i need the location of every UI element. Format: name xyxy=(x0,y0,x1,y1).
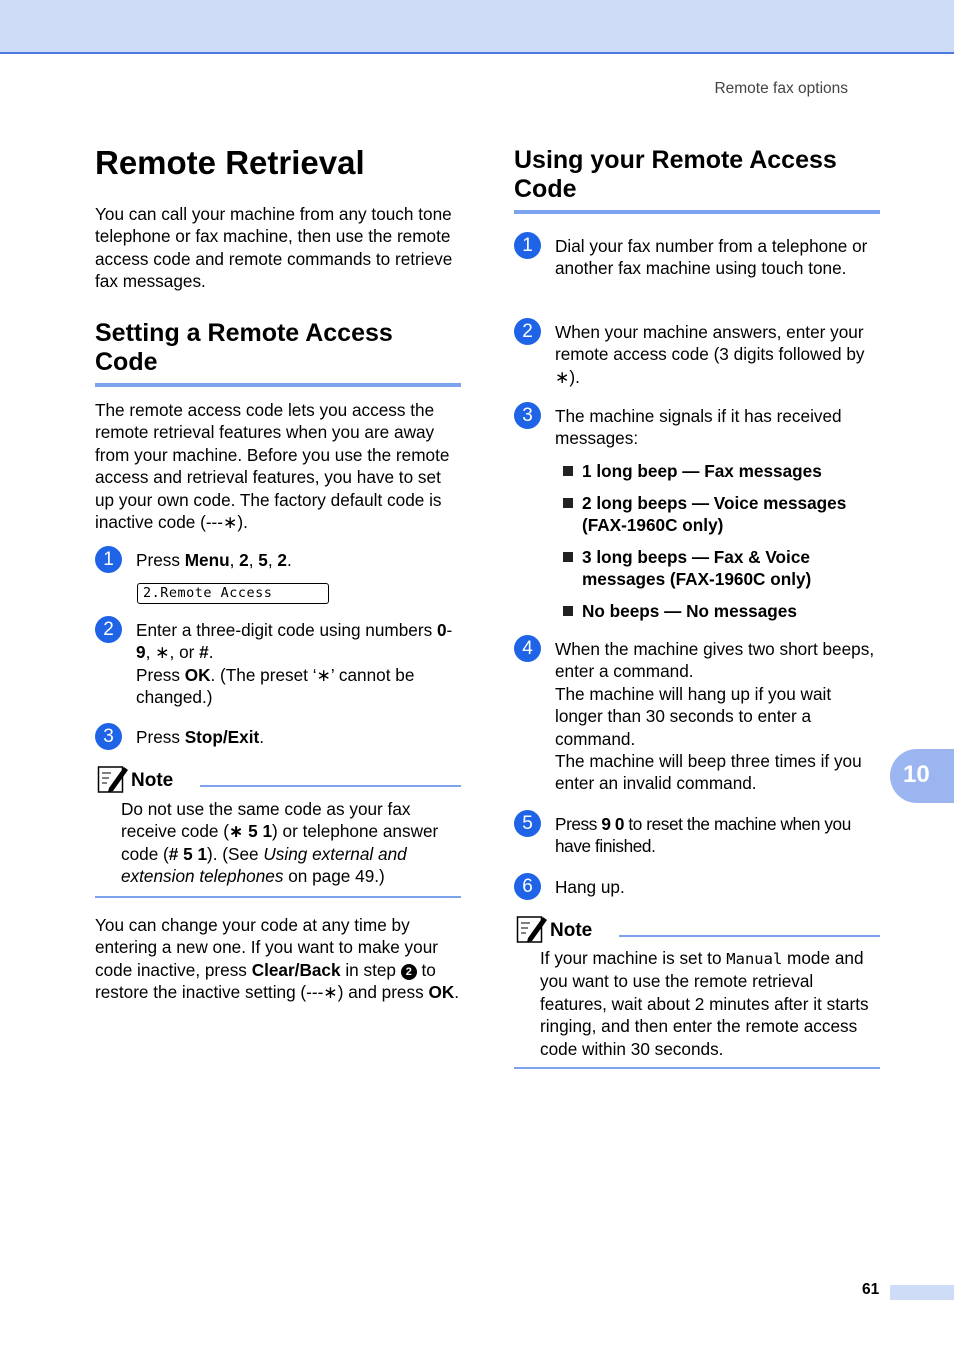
step-text: Hang up. xyxy=(555,877,625,897)
section-title-setting: Setting a Remote Access Code xyxy=(95,319,461,387)
step-text: Enter a three-digit code using numbers 0-9, ∗, or #. Press OK. (The preset ‘∗’ cannot be changed.) xyxy=(136,620,453,708)
step-number: 2 xyxy=(95,616,122,643)
note-pencil-icon xyxy=(97,764,129,794)
list-item: No beeps — No messages xyxy=(563,600,883,622)
section-title-using: Using your Remote Access Code xyxy=(514,146,880,214)
note-body-left: Do not use the same code as your fax receive code (∗ 5 1) or telephone answer code (# 5 1). (See Using external and extension telephones on page 49.) xyxy=(121,799,439,887)
note-pencil-icon xyxy=(516,914,548,944)
step-text: Press Stop/Exit. xyxy=(136,727,264,747)
intro-paragraph: You can call your machine from any touch tone telephone or fax machine, then use the remote access code and remote commands to retrieve fax messages. xyxy=(95,204,453,292)
note-body-right: If your machine is set to Manual mode and you want to use the remote retrieval features, wait about 2 minutes after it starts ringing, and then enter the remote access code within 30 seconds. xyxy=(540,948,869,1059)
outro-paragraph: You can change your code at any time by entering a new one. If you want to make your code inactive, press Clear/Back in step 2 to restore the inactive setting (---∗) and press OK. xyxy=(95,915,460,1003)
step-text: Press 9 0 to reset the machine when you have finished. xyxy=(555,814,851,857)
step-number: 1 xyxy=(95,546,122,573)
page-number-bar xyxy=(890,1285,954,1300)
header-band xyxy=(0,0,954,54)
note-rule xyxy=(200,785,461,787)
list-item: 3 long beeps — Fax & Voice messages (FAX-1960C only) xyxy=(563,546,883,591)
note-end-rule xyxy=(514,1067,880,1069)
step-number: 4 xyxy=(514,635,541,662)
note-rule xyxy=(619,935,880,937)
note-header-right xyxy=(514,914,880,948)
chapter-tab: 10 xyxy=(890,749,954,803)
step-number: 5 xyxy=(514,810,541,837)
step-text: The machine signals if it has received messages: xyxy=(555,406,842,449)
running-head: Remote fax options xyxy=(714,80,848,97)
step-number: 3 xyxy=(95,723,122,750)
list-item: 2 long beeps — Voice messages (FAX-1960C only) xyxy=(563,492,883,537)
list-item: 1 long beep — Fax messages xyxy=(563,460,883,482)
section-intro-paragraph: The remote access code lets you access the remote retrieval features when you are away from your machine. Before you use the remote access and retrieval features, you have to set up your own code. The factory default code is inactive code (---∗). xyxy=(95,400,450,533)
note-header-left xyxy=(95,764,461,798)
step-number: 2 xyxy=(514,318,541,345)
page-number: 61 xyxy=(862,1281,880,1298)
note-label: Note xyxy=(131,770,174,791)
step-text: When the machine gives two short beeps, enter a command. The machine will hang up if you wait longer than 30 seconds to enter a command. The machine will beep three times if you enter an invalid command. xyxy=(555,639,875,794)
step-text: Dial your fax number from a telephone or another fax machine using touch tone. xyxy=(555,236,868,279)
note-label: Note xyxy=(550,920,593,941)
step-text: Press Menu, 2, 5, 2. xyxy=(136,550,292,570)
lcd-display: 2.Remote Access xyxy=(137,583,329,604)
step-number: 6 xyxy=(514,873,541,900)
step-number: 3 xyxy=(514,402,541,429)
beep-signal-list xyxy=(563,460,883,632)
step-text: When your machine answers, enter your remote access code (3 digits followed by ∗). xyxy=(555,322,865,387)
page-title: Remote Retrieval xyxy=(95,144,365,181)
step-ref-badge: 2 xyxy=(401,964,417,980)
note-end-rule xyxy=(95,896,461,898)
step-number: 1 xyxy=(514,232,541,259)
